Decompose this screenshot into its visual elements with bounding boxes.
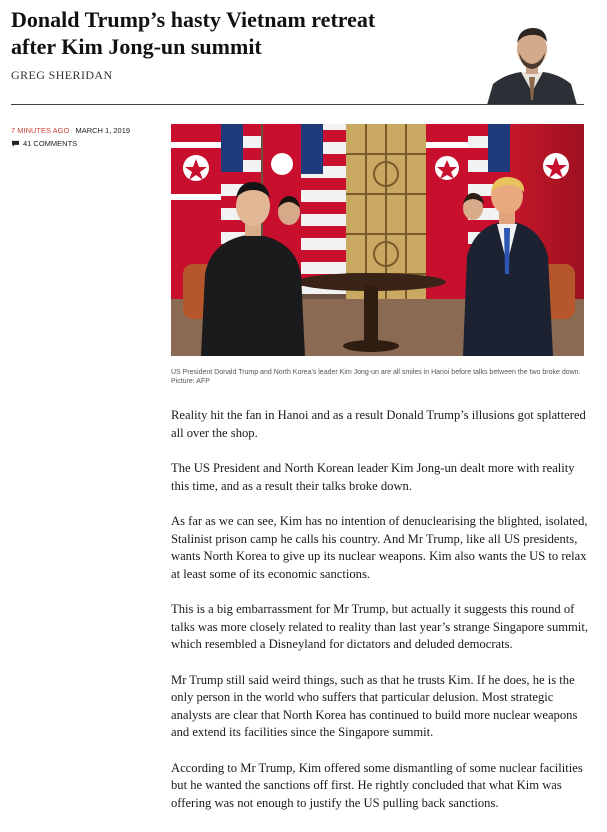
article-meta bbox=[11, 126, 130, 148]
comments-count: 41 COMMENTS bbox=[23, 139, 78, 148]
author-byline[interactable]: GREG SHERIDAN bbox=[11, 68, 113, 82]
paragraph: This is a big embarrassment for Mr Trump, but actually it suggests this round of talks was more closely related to reality than last year’s strange Singapore summit, which resembled a Disneyland for dictators and deluded democrats. bbox=[171, 602, 588, 651]
image-caption: US President Donald Trump and North Korea's leader Kim Jong-un are all smiles in Hanoi before talks between the two broke down. Picture: AFP bbox=[171, 369, 581, 385]
headline-line-1: Donald Trump’s hasty Vietnam retreat bbox=[11, 7, 376, 32]
paragraph: As far as we can see, Kim has no intention of denuclearising the blighted, isolated, Stalinist prison camp he calls his country. And Mr Trump, like all US presidents, wants North Korea to give up its nuclear weapons. Kim also wants the US to relax at least some of its economic sanctions. bbox=[171, 514, 588, 581]
paragraph: According to Mr Trump, Kim offered some dismantling of some nuclear facilities but he wanted the sanctions off first. He rightly concluded that what Kim was offering was not enough to justify the US pulling back sanctions. bbox=[171, 760, 583, 810]
paragraph: Reality hit the fan in Hanoi and as a result Donald Trump’s illusions got splattered all over the shop. bbox=[171, 408, 586, 440]
comments-link[interactable] bbox=[11, 139, 130, 148]
headline-line-2: after Kim Jong-un summit bbox=[11, 34, 262, 59]
publish-date: MARCH 1, 2019 bbox=[75, 126, 131, 135]
speech-bubble-icon bbox=[11, 140, 20, 147]
hero-image bbox=[171, 124, 584, 356]
author-photo bbox=[483, 22, 581, 105]
paragraph: The US President and North Korean leader Kim Jong-un dealt more with reality this time, and as a result their talks broke down. bbox=[171, 461, 575, 493]
paragraph: Mr Trump still said weird things, such as that he trusts Kim. If he does, he is the only person in the world who suffers that particular delusion. Most strategic analysts are clear that North Korea has continued to build more nuclear weapons and extend its facilities since the Singapore summit. bbox=[171, 672, 578, 739]
time-ago: 7 MINUTES AGO bbox=[11, 126, 70, 135]
article-headline bbox=[11, 6, 471, 60]
article-body bbox=[171, 407, 595, 830]
header-divider bbox=[11, 104, 584, 105]
